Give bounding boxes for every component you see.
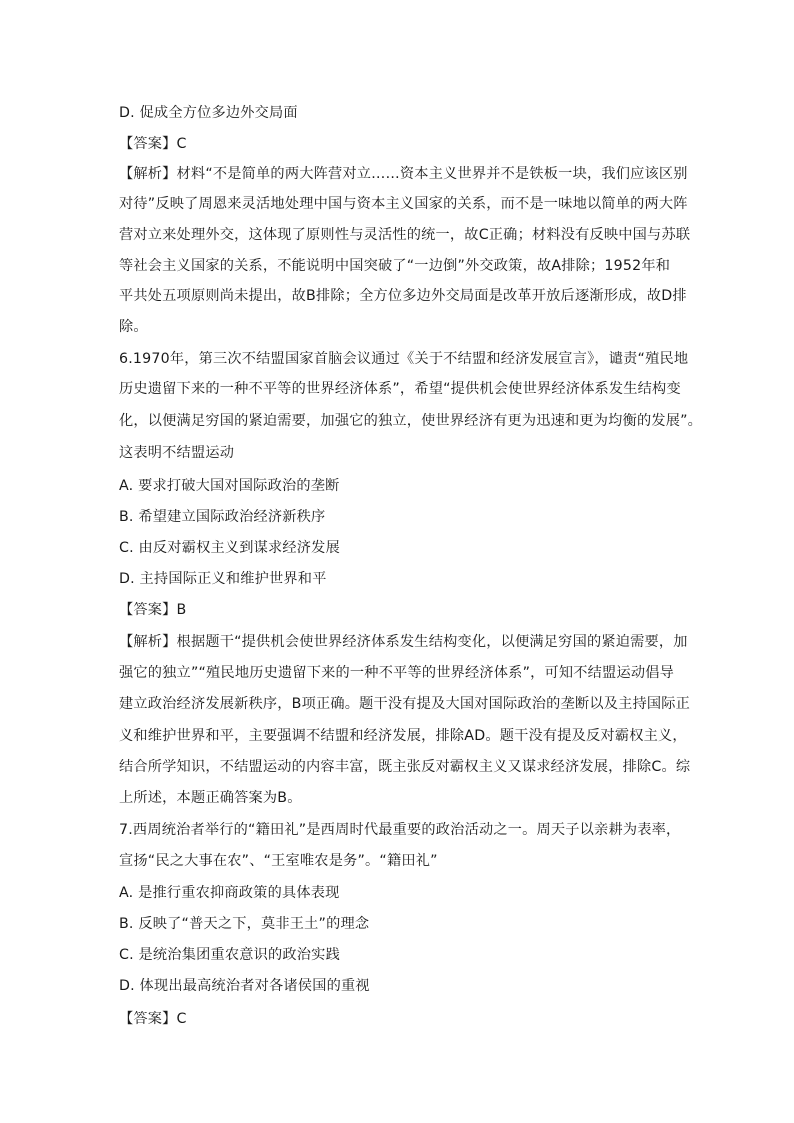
option-d-q6: D. 主持国际正义和维护世界和平 [119,571,327,587]
option-a-q7: A. 是推行重农抑商政策的具体表现 [119,885,340,901]
analysis-q5-line-4: 等社会主义国家的关系，不能说明中国突破了“一边倒”外交政策，故A排除；1952年和 [119,258,671,274]
option-c-q7: C. 是统治集团重农意识的政治实践 [119,947,340,963]
question-7-line-2: 宣扬“民之大事在农”、“王室唯农是务”。“籍田礼” [119,853,438,869]
analysis-q6-line-2: 强它的独立”“殖民地历史遗留下来的一种不平等的世界经济体系”，可知不结盟运动倡导 [119,665,674,681]
question-6-line-1: 6.1970年，第三次不结盟国家首脑会议通过《关于不结盟和经济发展宣言》，谴责“殖民地 [119,351,689,367]
option-a-q6: A. 要求打破大国对国际政治的垄断 [119,478,340,494]
option-c-q6: C. 由反对霸权主义到谋求经济发展 [119,540,340,556]
question-6-line-2: 历史遗留下来的一种不平等的世界经济体系”，希望“提供机会使世界经济体系发生结构变 [119,381,681,397]
analysis-q5-line-1: 【解析】材料“不是简单的两大阵营对立……资本主义世界并不是铁板一块，我们应该区别 [119,166,688,182]
option-d-q7: D. 体现出最高统治者对各诸侯国的重视 [119,978,370,994]
answer-q5: 【答案】C [119,136,187,152]
analysis-q6-line-6: 上所述，本题正确答案为B。 [119,790,302,806]
analysis-q5-line-3: 营对立来处理外交，这体现了原则性与灵活性的统一，故C正确；材料没有反映中国与苏联 [119,227,691,243]
analysis-q5-line-6: 除。 [119,319,148,335]
answer-q6: 【答案】B [119,602,187,618]
analysis-q6-line-5: 结合所学知识，不结盟运动的内容丰富，既主张反对霸权主义又谋求经济发展，排除C。综 [119,759,691,775]
analysis-q6-line-3: 建立政治经济发展新秩序，B项正确。题干没有提及大国对国际政治的垄断以及主持国际正 [119,696,691,712]
question-6-line-3: 化，以便满足穷国的紧迫需要，加强它的独立，使世界经济有更为迅速和更为均衡的发展”。 [119,413,703,429]
option-b-q6: B. 希望建立国际政治经济新秩序 [119,509,326,525]
analysis-q6-line-4: 义和维护世界和平，主要强调不结盟和经济发展，排除AD。题干没有提及反对霸权主义， [119,728,687,744]
answer-q7: 【答案】C [119,1011,187,1027]
option-b-q7: B. 反映了“普天之下，莫非王土”的理念 [119,916,370,932]
option-d-q5: D. 促成全方位多边外交局面 [119,105,298,121]
question-7-line-1: 7.西周统治者举行的“籍田礼”是西周时代最重要的政治活动之一。周天子以亲耕为表率， [119,822,681,838]
question-6-line-4: 这表明不结盟运动 [119,445,235,461]
analysis-q5-line-5: 平共处五项原则尚未提出，故B排除；全方位多边外交局面是改革开放后逐渐形成，故D排 [119,288,687,304]
analysis-q6-line-1: 【解析】根据题干“提供机会使世界经济体系发生结构变化，以便满足穷国的紧迫需要，加 [119,634,688,650]
analysis-q5-line-2: 对待”反映了周恩来灵活地处理中国与资本主义国家的关系，而不是一味地以简单的两大阵 [119,196,688,212]
